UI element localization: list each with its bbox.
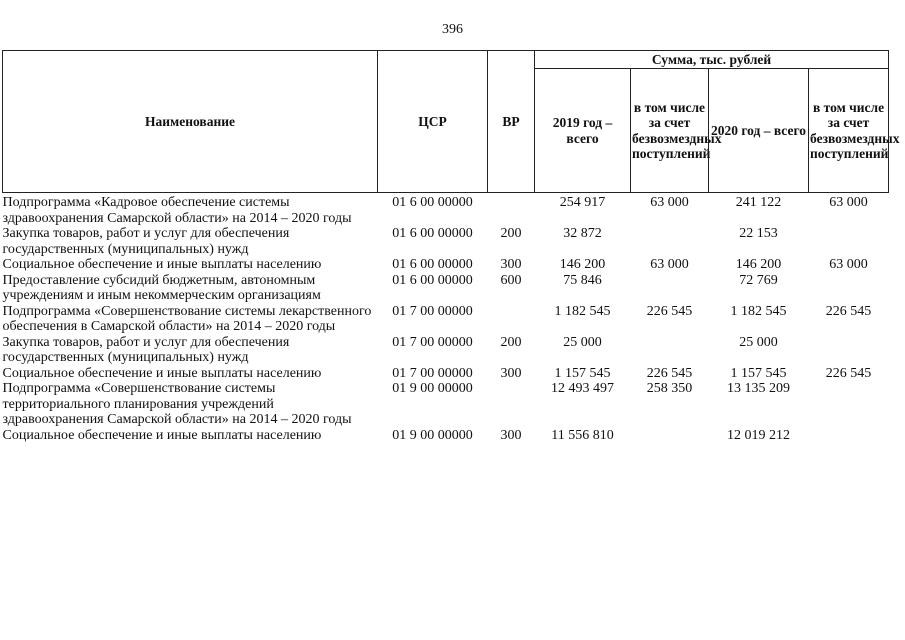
row-2019-free <box>631 226 709 257</box>
row-csr: 01 7 00 00000 <box>392 365 473 381</box>
row-vr <box>488 304 535 335</box>
row-csr: 01 7 00 00000 <box>392 303 473 319</box>
row-2020-free: 226 545 <box>825 303 872 319</box>
header-csr: ЦСР <box>378 51 488 193</box>
row-2019-free: 226 545 <box>646 365 693 381</box>
row-2020-total: 25 000 <box>739 334 778 350</box>
budget-table <box>2 50 900 443</box>
row-2020-free <box>809 335 889 366</box>
row-name: Предоставление субсидий бюджетным, автономным учреждениям и иным некоммерческим организациям <box>2 272 321 303</box>
row-2020-total: 146 200 <box>735 257 782 272</box>
row-2019-total: 12 493 497 <box>551 381 614 396</box>
row-2020-free: 226 545 <box>825 365 872 381</box>
table-row <box>3 257 889 273</box>
row-name: Социальное обеспечение и иные выплаты населению <box>2 257 322 272</box>
row-2020-total: 72 769 <box>739 272 778 288</box>
row-2019-total: 254 917 <box>559 195 606 210</box>
row-vr: 200 <box>500 226 522 241</box>
row-name: Подпрограмма «Совершенствование системы лекарственного обеспечения в Самарской области» на 2014 – 2020 годы <box>2 303 372 334</box>
header-2019-total: 2019 год – всего <box>535 69 631 193</box>
header-2020-free: в том числе за счет безвозмездных поступлений <box>809 69 889 193</box>
row-2019-free <box>631 335 709 366</box>
row-csr: 01 6 00 00000 <box>392 272 473 288</box>
row-vr: 200 <box>500 334 522 350</box>
row-2020-total: 13 135 209 <box>727 381 790 396</box>
row-csr: 01 9 00 00000 <box>392 427 473 443</box>
row-vr <box>488 381 535 428</box>
header-name: Наименование <box>3 51 378 193</box>
row-2020-total: 22 153 <box>739 226 778 241</box>
row-csr: 01 7 00 00000 <box>392 334 473 350</box>
table-row <box>3 193 889 227</box>
row-2020-free <box>809 226 889 257</box>
page-number: 396 <box>442 22 463 37</box>
table-header <box>3 51 900 193</box>
row-2020-free: 63 000 <box>829 195 868 210</box>
row-2019-total: 146 200 <box>559 257 606 272</box>
row-vr: 300 <box>500 365 522 381</box>
table-body <box>3 193 889 444</box>
row-2020-free <box>809 381 889 428</box>
table-row <box>3 381 889 428</box>
row-2019-free <box>631 428 709 444</box>
row-2019-total: 11 556 810 <box>551 427 614 443</box>
row-2019-free: 258 350 <box>646 381 693 396</box>
row-2020-total: 12 019 212 <box>727 427 790 443</box>
row-2019-total: 25 000 <box>563 334 602 350</box>
row-name: Подпрограмма «Совершенствование системы территориального планирования учреждений здравоохранения Самарской области» на 2014 – 2020 годы <box>2 381 352 427</box>
header-2020-total: 2020 год – всего <box>709 69 809 193</box>
row-2020-free <box>809 273 889 304</box>
row-csr: 01 6 00 00000 <box>392 195 473 210</box>
table-row <box>3 226 889 257</box>
row-name: Социальное обеспечение и иные выплаты населению <box>2 365 322 381</box>
row-2019-total: 32 872 <box>563 226 602 241</box>
table-row <box>3 366 889 382</box>
row-2019-total: 75 846 <box>563 272 602 288</box>
row-2020-total: 241 122 <box>735 195 782 210</box>
row-2020-free: 63 000 <box>829 257 868 272</box>
row-csr: 01 6 00 00000 <box>392 226 473 241</box>
row-2019-free <box>631 273 709 304</box>
row-2019-free: 63 000 <box>650 195 689 210</box>
row-2019-free: 226 545 <box>646 303 693 319</box>
row-name: Подпрограмма «Кадровое обеспечение системы здравоохранения Самарской области» на 2014 – 2020 годы <box>2 195 352 226</box>
row-name: Закупка товаров, работ и услуг для обеспечения государственных (муниципальных) нужд <box>2 334 290 365</box>
table-row <box>3 304 889 335</box>
row-csr: 01 6 00 00000 <box>392 257 473 272</box>
row-vr: 600 <box>500 272 522 288</box>
header-vr: ВР <box>488 51 535 193</box>
row-2019-total: 1 157 545 <box>554 365 611 381</box>
table-row <box>3 273 889 304</box>
table-row <box>3 335 889 366</box>
row-2020-free <box>809 428 889 444</box>
header-2019-free: в том числе за счет безвозмездных поступлений <box>631 69 709 193</box>
header-sum-group: Сумма, тыс. рублей <box>535 51 889 69</box>
row-name: Закупка товаров, работ и услуг для обеспечения государственных (муниципальных) нужд <box>2 226 290 257</box>
row-2019-total: 1 182 545 <box>554 303 611 319</box>
row-name: Социальное обеспечение и иные выплаты населению <box>2 427 322 443</box>
row-2020-total: 1 157 545 <box>730 365 787 381</box>
row-vr <box>488 193 535 227</box>
row-vr: 300 <box>500 427 522 443</box>
row-vr: 300 <box>500 257 522 272</box>
row-csr: 01 9 00 00000 <box>392 381 473 396</box>
row-2020-total: 1 182 545 <box>730 303 787 319</box>
table-row <box>3 428 889 444</box>
row-2019-free: 63 000 <box>650 257 689 272</box>
